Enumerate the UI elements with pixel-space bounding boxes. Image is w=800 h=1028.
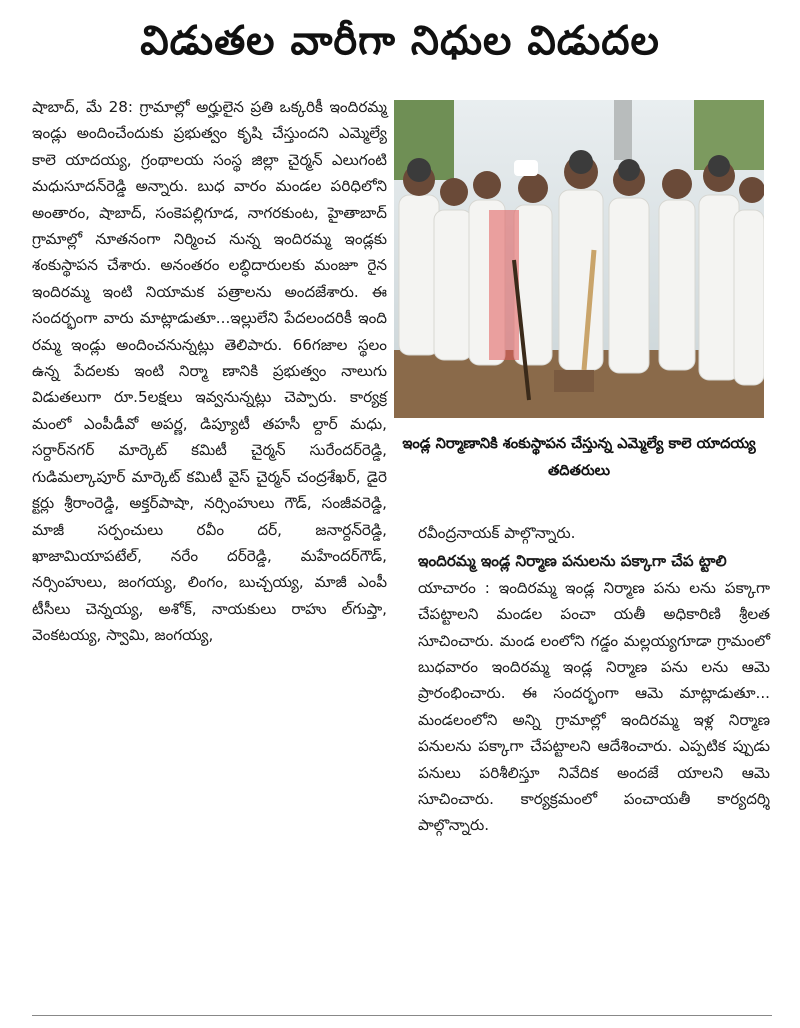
article-continuation: రవీంద్రనాయక్ పాల్గొన్నారు. (418, 524, 576, 542)
article-body-secondary: యాచారం : ఇందిరమ్మ ఇండ్ల నిర్మాణ పను లను పక్కాగా చేపట్టాలని మండల పంచా యతీ అధికారిణి శ్రీలత సూచించారు. మండ లంలోని గడ్డం మల్లయ్యగూడా గ్రామంలో బుధవారం ఇందిరమ్మ ఇండ్ల నిర్మాణ పను లను ఆమె ప్రారంభించారు. ఈ సందర్భంగా ఆమె మాట్లాడుతూ... మండలంలోని అన్ని గ్రామాల్లో ఇందిరమ్మ ఇళ్ల నిర్మాణ పనులను పక్కాగా చేపట్టాలని ఆదేశించారు. ఎప్పటిక ప్పుడు పనులు పరిశీలిస్తూ నివేదిక అందజే యాలని ఆమె సూచించారు. కార్యక్రమంలో పంచాయతీ కార్యదర్శి పాల్గొన్నారు. (418, 578, 770, 835)
photo-illustration (394, 100, 764, 418)
news-photo (394, 100, 764, 418)
bottom-divider (32, 1015, 772, 1016)
article-body-main: షాబాద్, మే 28: గ్రామాల్లో అర్హులైన ప్రతి ఒక్కరికీ ఇందిరమ్మ ఇండ్లు అందించేందుకు ప్రభుత్వం కృషి చేస్తుందని ఎమ్మెల్యే కాలె యాదయ్య, గ్రంథాలయ సంస్థ జిల్లా చైర్మన్ ఎలుగంటి మధుసూదన్‌రెడ్డి అన్నారు. బుధ వారం మండల పరిధిలోని అంతారం, షాబాద్, సంకెపల్లిగూడ, నాగరకుంట, హైతాబాద్ గ్రామాల్లో నూతనంగా నిర్మించ నున్న ఇందిరమ్మ ఇండ్లకు శంకుస్థాపన చేశారు. అనంతరం లబ్ధిదారులకు మంజూ రైన ఇందిరమ్మ ఇంటి నియామక పత్రాలను అందజేశారు. ఈ సందర్భంగా వారు మాట్లాడుతూ...ఇల్లులేని పేదలందరికీ ఇంది రమ్మ ఇండ్లు అందించనున్నట్లు తెలిపారు. 66గజాల స్థలం ఉన్న పేదలకు ఇంటి నిర్మా ణానికి ప్రభుత్వం నాలుగు విడుతలుగా రూ.5లక్షలు ఇవ్వనున్నట్లు చెప్పారు. కార్యక్ర మంలో ఎంపీడీవో అపర్ణ, డిప్యూటీ తహసీ ల్దార్ మధు, సర్దార్‌నగర్ మార్కెట్ కమిటీ చైర్మన్ సురేందర్‌రెడ్డి, గుడిమల్కాపూర్ మార్కెట్ కమిటీ వైస్ చైర్మన్ చంద్రశేఖర్, డైరె క్టర్లు శ్రీరాంరెడ్డి, అక్తర్‌పాషా, నర్సింహులు గౌడ్, సంజీవరెడ్డి, మాజీ సర్పంచులు రవీం దర్, జనార్దన్‌రెడ్డి, ఖాజామియాపటేల్, నరేం దర్‌రెడ్డి, మహేందర్‌గౌడ్, నర్సింహులు, జంగయ్య, లింగం, బుచ్చయ్య, మాజీ ఎంపీ టీసీలు చెన్నయ్య, అశోక్, నాయకులు రాహు ల్‌గుప్తా, వెంకటయ్య, స్వామి, జంగయ్య, (32, 98, 387, 645)
photo-caption: ఇండ్ల నిర్మాణానికి శంకుస్థాపన చేస్తున్న ఎమ్మెల్యే కాలె యాదయ్య తదితరులు (402, 435, 756, 479)
article-left-column (32, 94, 387, 649)
article-right-column (418, 520, 770, 839)
sub-headline: ఇందిరమ్మ ఇండ్ల నిర్మాణ పనులను పక్కాగా చేప ట్టాలి (418, 552, 727, 571)
headline: విడుతల వారీగా నిధుల విడుదల (140, 18, 660, 64)
